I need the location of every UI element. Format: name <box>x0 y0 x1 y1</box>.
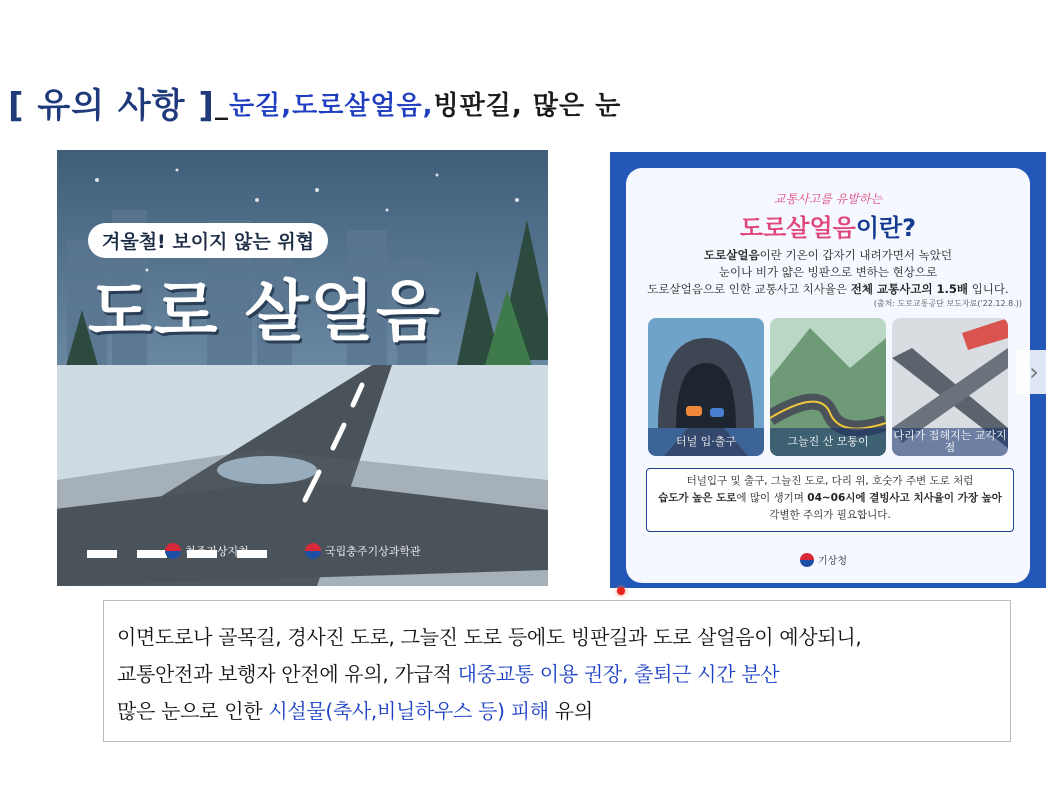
museum-emblem-icon <box>305 543 321 559</box>
infographic-title-rest: 이란? <box>855 214 917 242</box>
infographic-source: (출처: 도로교통공단 보도자료('22.12.8.)) <box>873 299 1022 308</box>
infographic-description <box>610 247 1046 298</box>
panel-bridge <box>892 318 1008 456</box>
logo-1-label: 청주기상지청 <box>185 545 249 558</box>
caution-line-1: 이면도로나 골목길, 경사진 도로, 그늘진 도로 등에도 빙판길과 도로 살얼음이 예상되니, <box>117 625 862 649</box>
title-highlight: 눈길,도로살얼음, <box>228 91 434 121</box>
poster-headline: 도로 살얼음 <box>88 273 442 350</box>
caution-line-3 <box>117 695 593 724</box>
logo-2-label: 국립충주기상과학관 <box>325 545 421 558</box>
panel-tunnel-caption: 터널 입·출구 <box>648 428 764 456</box>
caution-line-3-c: 유의 <box>548 699 593 723</box>
winter-road-illustration <box>57 150 548 586</box>
desc-bold-term: 도로살얼음 <box>704 248 760 262</box>
caution-line-2-a: 교통안전과 보행자 안전에 유의, 가급적 <box>117 662 458 686</box>
kma-cheongju-logo <box>165 543 249 559</box>
caution-line-2-highlight: 대중교통 이용 권장, 출퇴근 시간 분산 <box>457 662 780 686</box>
desc-line-1: 이란 기온이 갑자기 내려가면서 녹았던 <box>759 248 952 262</box>
laser-pointer-dot <box>617 587 625 595</box>
science-museum-logo <box>305 543 421 559</box>
infographic-title <box>610 208 1046 243</box>
poster-tag: 겨울철! 보이지 않는 위협 <box>88 223 328 258</box>
caution-line-2 <box>117 658 779 687</box>
next-slide-button[interactable]: › <box>1016 350 1052 394</box>
title-main: [ 유의 사항 ] <box>8 86 215 126</box>
caution-line-3-highlight: 시설물(축사,비닐하우스 등) 피해 <box>268 699 549 723</box>
caution-line-3-a: 많은 눈으로 인한 <box>117 699 269 723</box>
desc-line-3-bold: 전체 교통사고의 1.5배 <box>850 282 969 296</box>
kma-emblem-icon <box>800 553 814 567</box>
kma-emblem-icon <box>165 543 181 559</box>
note-line-2-bold: 습도가 높은 도로 <box>658 492 737 504</box>
road-ice-infographic <box>610 152 1046 588</box>
infographic-note <box>646 468 1014 532</box>
kma-logo <box>800 552 847 567</box>
kma-logo-label: 기상청 <box>818 556 847 567</box>
desc-line-3-end: 입니다. <box>968 282 1009 296</box>
road-ice-poster <box>57 150 548 586</box>
infographic-small-heading: 교통사고를 유발하는 <box>773 192 883 206</box>
page-title <box>8 78 621 127</box>
note-line-2-bold2: 04~06시에 결빙사고 치사율이 가장 높아 <box>807 492 1002 504</box>
infographic-title-highlight: 도로살얼음 <box>739 214 856 242</box>
panel-tunnel <box>648 318 764 456</box>
panel-mountain-curve <box>770 318 886 456</box>
note-line-1: 터널입구 및 출구, 그늘진 도로, 다리 위, 호숫가 주변 도로 처럼 <box>686 475 974 487</box>
caution-text-box <box>103 600 1011 742</box>
note-line-3: 각별한 주의가 필요합니다. <box>769 509 891 521</box>
desc-line-3: 도로살얼음으로 인한 교통사고 치사율은 <box>647 282 851 296</box>
title-rest: 빙판길, 많은 눈 <box>433 91 622 121</box>
desc-line-2: 눈이나 비가 얇은 빙판으로 변하는 현상으로 <box>718 265 938 279</box>
note-line-2: 에 많이 생기며 <box>736 492 808 504</box>
panel-mountain-caption: 그늘진 산 모퉁이 <box>770 428 886 456</box>
panel-bridge-caption: 다리가 접해지는 교각지점 <box>893 429 1007 454</box>
title-underscore: _ <box>214 91 229 121</box>
